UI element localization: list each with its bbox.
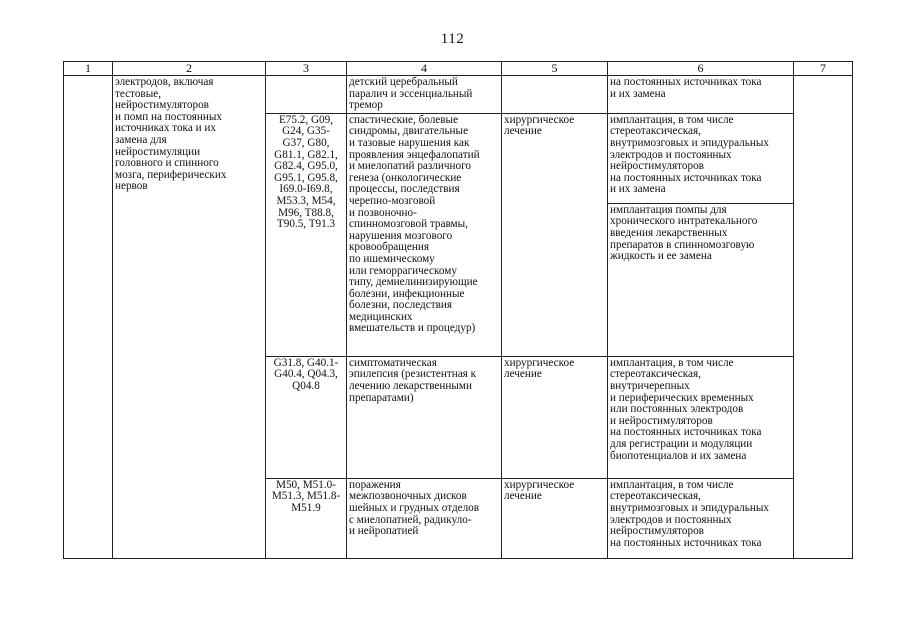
treatment-type <box>502 76 608 114</box>
column-number: 5 <box>502 62 608 76</box>
method: имплантация, в том числе стереотаксическая, внутримозговых и эпидуральных электродов и постоянных нейростимуляторов на постоянных источниках тока <box>608 478 794 558</box>
diagnosis: поражения межпозвоночных дисков шейных и грудных отделов с миелопатией, радикуло- и нейропатией <box>347 478 502 558</box>
diagnosis: симптоматическая эпилепсия (резистентная к лечению лекарственными препаратами) <box>347 356 502 478</box>
col7-cell <box>794 76 853 559</box>
method: имплантация, в том числе стереотаксическая, внутричерепных и периферических временных или постоянных электродов и нейростимуляторов на постоянных источниках тока для регистрации и модуляции биопотенциалов и их замена <box>608 356 794 478</box>
method: имплантация помпы для хронического интратекального введения лекарственных препаратов в спинномозговую жидкость и ее замена <box>608 203 793 264</box>
diagnosis: спастические, болевые синдромы, двигательные и тазовые нарушения как проявления энцефалопатий и миелопатий различного генеза (онкологические процессы, последствия черепно-мозговой и позвоночно- спинномозговой травмы, нарушения мозгового кровообращения по ишемическому или геморрагическому типу, демиелинизирующие болезни, инфекционные болезни, последствия медицинских вмешательств и процедур) <box>347 113 502 356</box>
table-row <box>64 76 853 114</box>
methods-cell <box>608 113 794 356</box>
icd-codes: G31.8, G40.1- G40.4, Q04.3, Q04.8 <box>266 356 347 478</box>
column-number: 4 <box>347 62 502 76</box>
icd-codes: E75.2, G09, G24, G35- G37, G80, G81.1, G82.1, G82.4, G95.0, G95.1, G95.8, I69.0-I69.8, M53.3, M54, M96, T88.8, T90.5, T91.3 <box>266 113 347 356</box>
column-number: 3 <box>266 62 347 76</box>
icd-codes <box>266 76 347 114</box>
column-numbers-row <box>64 62 853 76</box>
treatment-type: хирургическое лечение <box>502 113 608 356</box>
column-number: 2 <box>113 62 266 76</box>
col1-cell <box>64 76 113 559</box>
procedure-description: электродов, включая тестовые, нейростимуляторов и помп на постоянных источниках тока и их замена для нейростимуляции головного и спинного мозга, периферических нервов <box>113 76 266 559</box>
treatment-type: хирургическое лечение <box>502 356 608 478</box>
method: имплантация, в том числе стереотаксическая, внутримозговых и эпидуральных электродов и постоянных нейростимуляторов на постоянных источниках тока и их замена <box>610 113 769 196</box>
diagnosis: детский церебральный паралич и эссенциальный тремор <box>347 76 502 114</box>
page-number: 112 <box>440 31 465 47</box>
method: на постоянных источниках тока и их замена <box>608 76 794 114</box>
icd-codes: M50, M51.0- M51.3, M51.8- M51.9 <box>266 478 347 558</box>
column-number: 1 <box>64 62 113 76</box>
column-number: 6 <box>608 62 794 76</box>
treatment-type: хирургическое лечение <box>502 478 608 558</box>
procedures-table <box>63 61 853 559</box>
column-number: 7 <box>794 62 853 76</box>
